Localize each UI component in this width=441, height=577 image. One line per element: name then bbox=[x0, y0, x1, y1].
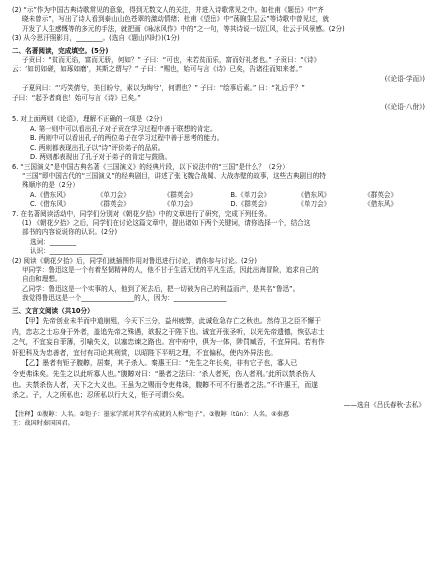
question-6-options-row bbox=[12, 191, 431, 200]
passage-source: ——选自《吕氏春秋·去私》 bbox=[343, 400, 425, 409]
top-questions bbox=[12, 6, 431, 44]
question-6-line: “三国”即中国古代的“三国演义”的经典剧目，讲述了张飞魏合战蜀、大战赤壁的故事，这些古典剧目的特 bbox=[22, 171, 326, 180]
section-3-title: 三、文言文阅读（共10分） bbox=[12, 306, 94, 315]
option-text: 《单刀会》 bbox=[163, 200, 197, 209]
option-text: C.《借东风》 bbox=[30, 200, 70, 209]
option-a: A. 第一则中可以看出孔子对子贡在学习过程中善于联想的肯定。 bbox=[30, 124, 217, 133]
analects-line: 子夏问曰：“‘巧笑倩兮，美目盼兮，素以为绚兮’，何谓也？” 子曰：“绘事后素。” 曰：“礼后乎？” bbox=[22, 84, 305, 93]
top-line: (3) 从今思汗照影月，________。(选自《题山四时》)(1分) bbox=[12, 34, 180, 43]
top-line: 晓未曾示”，写出了诗人看到泰山山色苍翠的激动情绪；杜甫《望岳》中“荡胸生层云”等诗歌中曾见过，就 bbox=[22, 15, 329, 24]
analects-source: (《论语·学而》) bbox=[384, 74, 425, 83]
passage-line: 令吏弗诛矣。先生之以此听寡人也。”腹䵍对曰：“墨者之法曰：‘杀人者死，伤人者刑。’此所以禁杀伤人 bbox=[12, 369, 316, 378]
analects-line: 子贡曰：“贫而无谄，富而无骄，何如？” 子曰：“可也，未若贫而乐，富而好礼者也。” 子贡曰：“《诗》 bbox=[22, 56, 321, 65]
passage-line: 奸犯科及为忠善者，宜付有司论其刑赏，以昭陛下平明之理，不宜偏私，使内外异法也。 bbox=[12, 348, 278, 357]
section-2-title: 二、名著阅读，完成填空。(5分) bbox=[12, 46, 109, 55]
question-7-line: 7. 在名著阅读活动中，同学们分别对《朝花夕拾》中的文章进行了研究，完成下列任务。 bbox=[12, 209, 271, 218]
passage-line: 内，忠志之士忘身于外者，盖追先帝之殊遇，欲报之于陛下也。诚宜开张圣听，以光先帝遗德，恢弘志士 bbox=[12, 327, 325, 336]
question-6-options-row bbox=[12, 200, 431, 209]
question-7-line: (1) 《朝花夕拾》之后，同学们在讨论这篇文章中，提出诸如下两个关键词，请你选择一个，结合这 bbox=[22, 218, 311, 227]
passage-line: 【乙】墨者有钜子腹䵍，居秦，其子杀人。秦惠王曰：“先生之年长矣，非有它子也，寡人已 bbox=[22, 359, 298, 368]
question-7-2-line: (2) 阅读《朝花夕拾》后，同学们就插图作用对鲁迅进行讨论，请你参与讨论。(2分) bbox=[12, 256, 257, 265]
analects-source: (《论语·八佾》) bbox=[384, 103, 425, 112]
option-text: B.《单刀会》 bbox=[230, 190, 271, 199]
option-text: 《借东风》 bbox=[297, 190, 331, 199]
passage-line: 之气，不宜妄自菲薄，引喻失义，以塞忠谏之路也。宫中府中，俱为一体，陟罚臧否，不宜异同。若有作 bbox=[12, 338, 325, 347]
question-7-line: 部书的内容说说你的认识。(2分) bbox=[22, 228, 118, 237]
question-5-title: 5. 对上面两则《论语》，理解不正确的一项是（2分） bbox=[12, 115, 167, 124]
top-line: (2) “示”作为中国古典诗歌常见的意象，得到无数文人的关注，并进入诗歌常见之中。如杜甫《题岳》中“齐 bbox=[12, 6, 324, 14]
option-text: 《单刀会》 bbox=[96, 190, 130, 199]
question-6-line: 6. “三国演义”是中国古典名著《三国演义》的经典片段，以下说法中的“三国”是什么？（2分） bbox=[12, 162, 289, 171]
question-7-2-line: 甲同学：鲁迅这是一个有着坚韧精神的人，他不甘于生活无忧的平凡生活，因此出海冒险，追求自己的 bbox=[22, 265, 319, 274]
question-7-2-line: 我觉得鲁迅这是一个________________的人，因为：________________ bbox=[22, 294, 227, 303]
analects-line: 子曰：“起予者商也！始可与言《诗》已矣。” bbox=[12, 93, 141, 102]
option-text: 《群英会》 bbox=[163, 190, 197, 199]
option-c: C. 两则都表现出孔子以“诗”评价弟子的品质。 bbox=[30, 143, 165, 152]
question-7-2-line: 乙同学：鲁迅这是一个实事的人，他到了死去后，把一切被为自己的利益而产，是其名“鲁迅”。 bbox=[22, 284, 300, 293]
passage-line: 也。夫禁杀伤人者，天下之大义也。王虽为之赐而令吏弗诛，腹䵍不可不行墨者之法。”不许惠王，而遂 bbox=[12, 380, 318, 389]
passage-line: 【甲】先帝创业未半而中道崩殂，今天下三分，益州疲弊，此诚危急存亡之秋也。然侍卫之臣不懈于 bbox=[22, 317, 322, 325]
option-text: A.《借东风》 bbox=[30, 190, 70, 199]
question-6-line: 殊顺序的是（2分） bbox=[22, 181, 79, 190]
option-text: 《借东风》 bbox=[364, 200, 398, 209]
option-text: D.《群英会》 bbox=[230, 200, 271, 209]
option-b: B. 两则中可以看出孔子的两位弟子在学习过程中善于思考的能力。 bbox=[30, 134, 224, 143]
question-7-2-line: 自由和理想。 bbox=[22, 275, 62, 284]
option-text: 《群英会》 bbox=[96, 200, 130, 209]
option-text: 《单刀会》 bbox=[297, 200, 331, 209]
analects-line: 云：‘如切如磋，如琢如磨’，其斯之谓与？” 子曰：“赐也，始可与言《诗》已矣，告诸往而知来者。” bbox=[12, 65, 303, 74]
passage-line: 杀之。子，人之所私也；忍所私以行大义，钜子可谓公矣。 bbox=[12, 391, 189, 400]
footnote-line: 王：战国时秦国国君。 bbox=[12, 420, 74, 428]
classical-passage bbox=[12, 316, 431, 401]
option-d: D. 两则都表现出了孔子对于弟子的肯定与鼓励。 bbox=[30, 153, 172, 162]
footnote-line: 【注释】①腹䵍：人名。②钜子：墨家学派对其学有成就的人称“钜子”。③腹䵍（tūn）：人名。④秦惠 bbox=[12, 411, 290, 419]
option-text: 《群英会》 bbox=[364, 190, 398, 199]
top-line: 开发了人生感慨等的多元的手法，就把画《咏冰风作》中的”之一句，等其诗说一切江风，壮云于风景感。(2分) bbox=[22, 24, 345, 33]
answer-blank: 认识：________________ bbox=[30, 247, 103, 256]
answer-blank: 选词：________ bbox=[30, 237, 77, 246]
